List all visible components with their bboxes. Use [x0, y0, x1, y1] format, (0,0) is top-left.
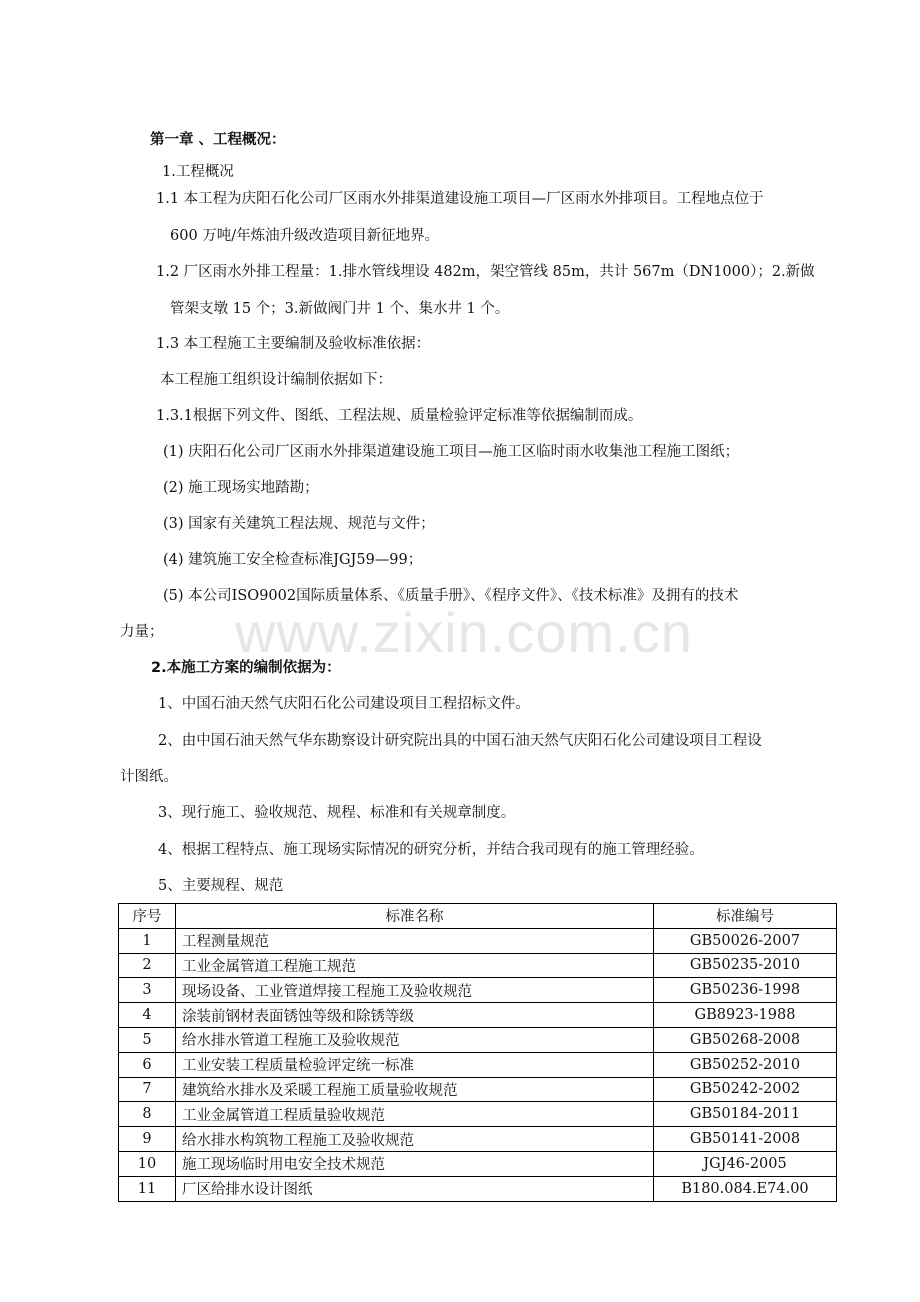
para-1-2-line2: 管架支墩 15 个；3.新做阀门井 1 个、集水井 1 个。	[170, 301, 510, 317]
cell-name: 给水排水管道工程施工及验收规范	[176, 1027, 654, 1052]
table-row	[119, 1003, 837, 1028]
table-row	[119, 1151, 837, 1176]
cell-name: 工业安装工程质量检验评定统一标准	[176, 1052, 654, 1077]
section2-item-1: 1、中国石油天然气庆阳石化公司建设项目工程招标文件。	[158, 696, 530, 712]
para-1-1-line2: 600 万吨/年炼油升级改造项目新征地界。	[170, 228, 440, 244]
basis-item-4: (4) 建筑施工安全检查标准JGJ59—99；	[163, 552, 423, 568]
section1-title: 1.工程概况	[162, 164, 234, 180]
cell-name: 现场设备、工业管道焊接工程施工及验收规范	[176, 978, 654, 1003]
basis-item-2: (2) 施工现场实地踏勘；	[163, 480, 319, 496]
table-row	[119, 978, 837, 1003]
para-1-1-line1: 1.1 本工程为庆阳石化公司厂区雨水外排渠道建设施工项目—厂区雨水外排项目。工程地点位于	[156, 191, 764, 207]
standards-table	[118, 903, 837, 1202]
section2-item-3: 3、现行施工、验收规范、规程、标准和有关规章制度。	[158, 805, 516, 821]
cell-code: GB50184-2011	[654, 1102, 837, 1127]
basis-item-1: (1) 庆阳石化公司厂区雨水外排渠道建设施工项目—施工区临时雨水收集池工程施工图纸；	[163, 444, 740, 460]
cell-name: 给水排水构筑物工程施工及验收规范	[176, 1127, 654, 1152]
table-row	[119, 1077, 837, 1102]
cell-code: GB8923-1988	[654, 1003, 837, 1028]
cell-code: GB50268-2008	[654, 1027, 837, 1052]
cell-code: GB50026-2007	[654, 928, 837, 953]
para-1-3-1: 1.3.1根据下列文件、图纸、工程法规、质量检验评定标准等依据编制而成。	[156, 408, 643, 424]
basis-item-3: (3) 国家有关建筑工程法规、规范与文件；	[163, 516, 435, 532]
table-row	[119, 928, 837, 953]
section2-item-2-line2: 计图纸。	[120, 769, 178, 785]
cell-code: GB50242-2002	[654, 1077, 837, 1102]
cell-name: 涂装前钢材表面锈蚀等级和除锈等级	[176, 1003, 654, 1028]
cell-no: 10	[119, 1151, 176, 1176]
table-row	[119, 953, 837, 978]
cell-no: 11	[119, 1176, 176, 1201]
cell-no: 3	[119, 978, 176, 1003]
table-row	[119, 1027, 837, 1052]
cell-name: 工业金属管道工程质量验收规范	[176, 1102, 654, 1127]
cell-no: 7	[119, 1077, 176, 1102]
cell-name: 建筑给水排水及采暖工程施工质量验收规范	[176, 1077, 654, 1102]
cell-name: 施工现场临时用电安全技术规范	[176, 1151, 654, 1176]
cell-code: JGJ46-2005	[654, 1151, 837, 1176]
cell-code: GB50141-2008	[654, 1127, 837, 1152]
table-row	[119, 1176, 837, 1201]
para-1-3: 1.3 本工程施工主要编制及验收标准依据：	[156, 336, 431, 352]
cell-no: 8	[119, 1102, 176, 1127]
cell-name: 工程测量规范	[176, 928, 654, 953]
table-row	[119, 1127, 837, 1152]
table-row	[119, 1052, 837, 1077]
chapter-title: 第一章 、工程概况：	[150, 132, 286, 148]
cell-no: 6	[119, 1052, 176, 1077]
cell-name: 工业金属管道工程施工规范	[176, 953, 654, 978]
section2-item-5: 5、主要规程、规范	[158, 878, 284, 894]
para-1-2-line1: 1.2 厂区雨水外排工程量：1.排水管线埋设 482m，架空管线 85m，共计 567m（DN1000）；2.新做	[156, 264, 815, 280]
cell-no: 2	[119, 953, 176, 978]
header-code: 标准编号	[654, 904, 837, 929]
header-no: 序号	[119, 904, 176, 929]
section2-title: 2.本施工方案的编制依据为：	[151, 660, 341, 676]
cell-name: 厂区给排水设计图纸	[176, 1176, 654, 1201]
cell-code: B180.084.E74.00	[654, 1176, 837, 1201]
table-row	[119, 1102, 837, 1127]
watermark: www.zixin.com.cn	[235, 601, 693, 664]
basis-intro: 本工程施工组织设计编制依据如下：	[160, 372, 392, 388]
cell-no: 5	[119, 1027, 176, 1052]
basis-item-5-line2: 力量；	[120, 624, 164, 640]
cell-no: 1	[119, 928, 176, 953]
header-name: 标准名称	[176, 904, 654, 929]
cell-code: GB50236-1998	[654, 978, 837, 1003]
section2-item-4: 4、根据工程特点、施工现场实际情况的研究分析，并结合我司现有的施工管理经验。	[158, 842, 704, 858]
cell-code: GB50252-2010	[654, 1052, 837, 1077]
basis-item-5-line1: (5) 本公司ISO9002国际质量体系、《质量手册》、《程序文件》、《技术标准》及拥有的技术	[163, 588, 739, 604]
cell-code: GB50235-2010	[654, 953, 837, 978]
section2-item-2-line1: 2、由中国石油天然气华东勘察设计研究院出具的中国石油天然气庆阳石化公司建设项目工程设	[158, 733, 762, 749]
cell-no: 4	[119, 1003, 176, 1028]
cell-no: 9	[119, 1127, 176, 1152]
table-header-row	[119, 904, 837, 929]
